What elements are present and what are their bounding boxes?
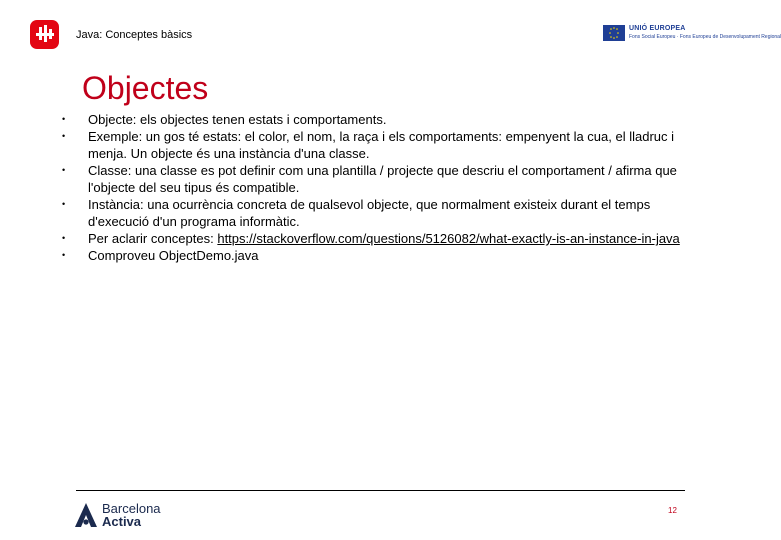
header-title: Java: Conceptes bàsics — [76, 29, 193, 41]
slide-title: Objectes — [82, 70, 209, 106]
bullet-text: Instància: una ocurrència concreta de qualsevol objecte, que normalment existeix durant el temps d'execució d'un programa informàtic. — [88, 197, 651, 229]
bullet-dot-icon: • — [62, 131, 66, 141]
eu-flag-icon — [603, 25, 625, 41]
bullet-dot-icon: • — [62, 199, 66, 209]
bullet-item — [62, 196, 688, 230]
bullet-text: Comproveu ObjectDemo.java — [88, 248, 259, 263]
barcelona-activa-logo — [74, 501, 174, 531]
bullet-dot-icon: • — [62, 233, 66, 243]
bullet-dot-icon: • — [62, 250, 66, 260]
bullet-item — [62, 247, 688, 264]
bullet-text: Classe: una classe es pot definir com una plantilla / projecte que descriu el comportament / afirma que l'objecte del seu tipus és compatible. — [88, 163, 677, 195]
bullet-text: Exemple: un gos té estats: el color, el nom, la raça i els comportaments: empenyent la cua, el lladruc i menja. Un objecte és una instància d'una classe. — [88, 129, 675, 161]
bullet-text: Per aclarir conceptes: — [88, 231, 218, 246]
institution-logo — [30, 20, 59, 49]
bullet-item — [62, 128, 688, 162]
page-number: 12 — [668, 506, 677, 515]
bullet-item — [62, 230, 688, 247]
bullet-list — [62, 111, 688, 264]
bullet-item — [62, 111, 688, 128]
stackoverflow-link[interactable]: https://stackoverflow.com/questions/5126082/what-exactly-is-an-instance-in-java — [217, 231, 680, 246]
brand-line1: Barcelona — [102, 501, 161, 516]
bullet-item — [62, 162, 688, 196]
eu-logo — [603, 25, 781, 43]
bullet-dot-icon: • — [62, 165, 66, 175]
brand-line2: Activa — [102, 514, 142, 529]
footer-divider — [76, 490, 685, 491]
bullet-text: Objecte: els objectes tenen estats i comportaments. — [88, 112, 387, 127]
bullet-dot-icon: • — [62, 114, 66, 124]
barcelona-activa-icon — [74, 502, 98, 528]
eu-logo-line2: Fons Social Europeu · Fons Europeu de Desenvolupament Regional — [629, 34, 781, 40]
eu-logo-line1: UNIÓ EUROPEA — [629, 25, 686, 32]
